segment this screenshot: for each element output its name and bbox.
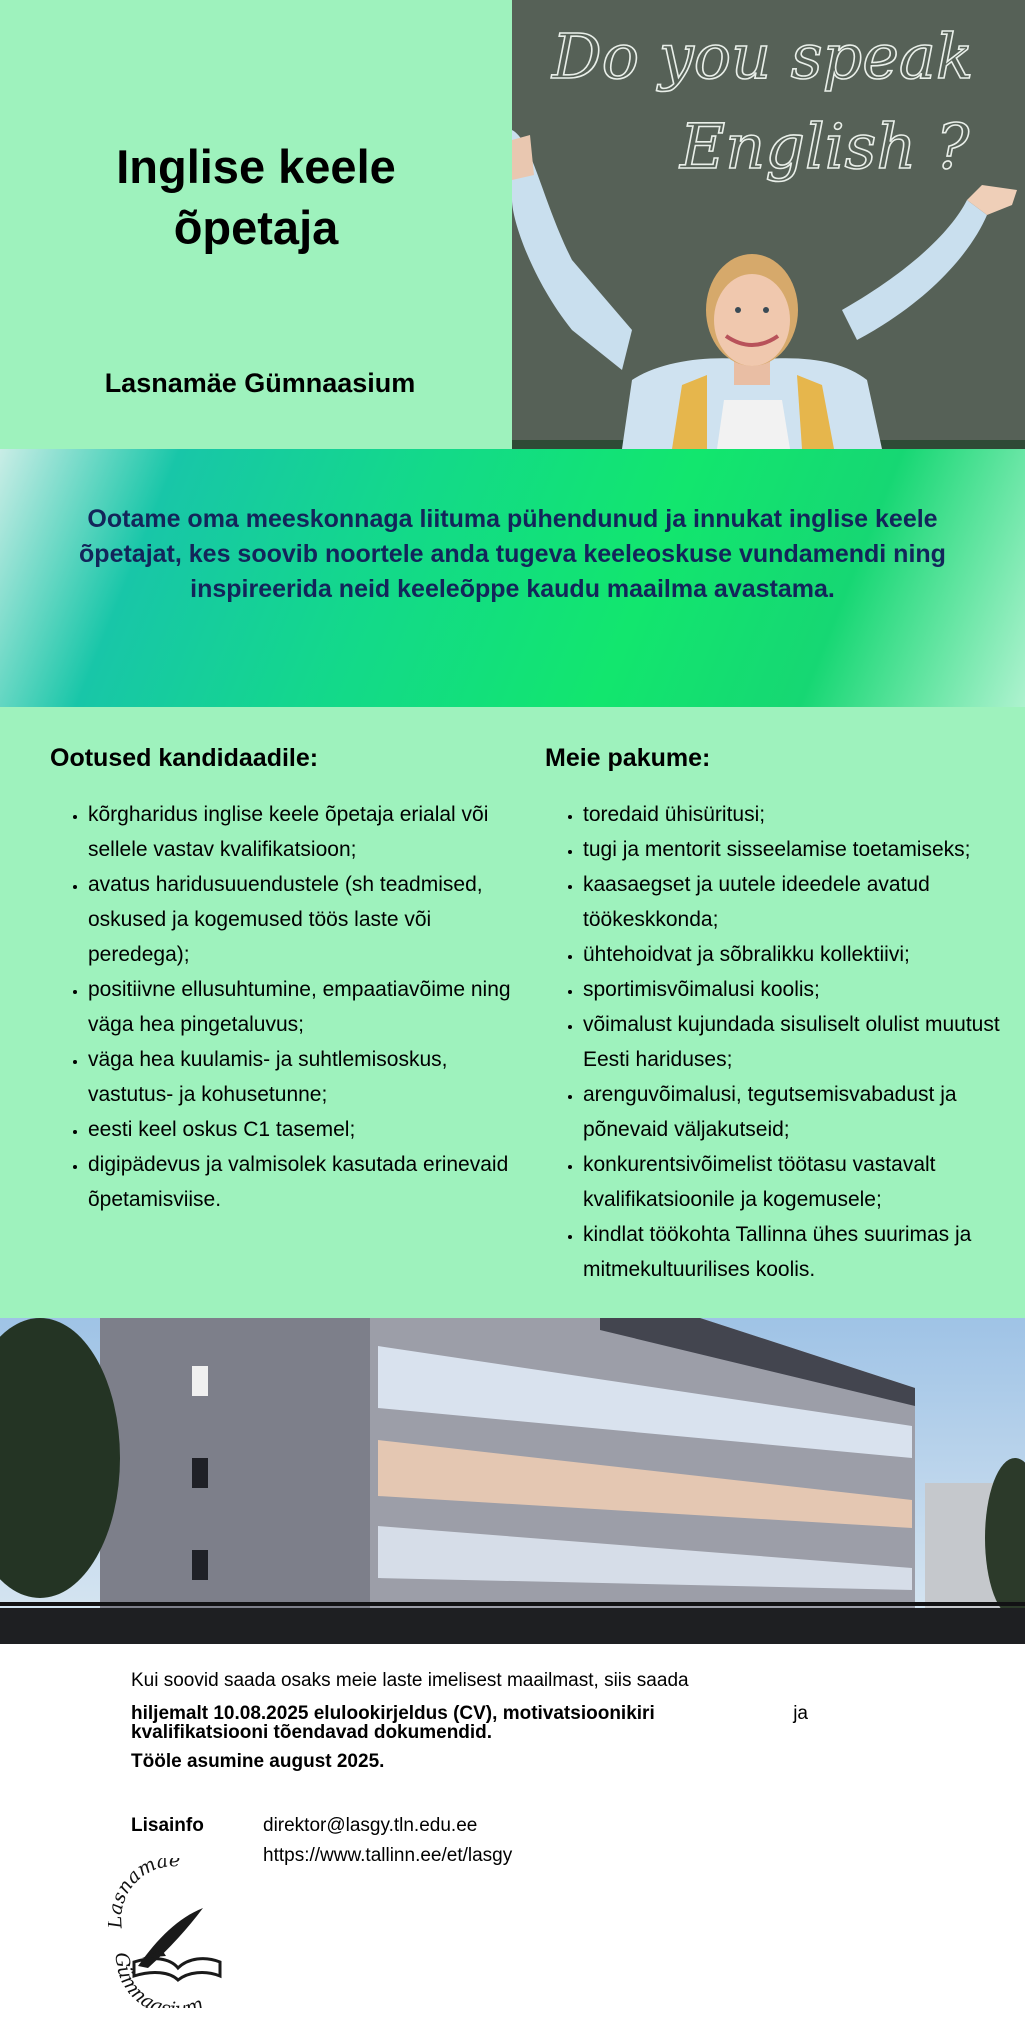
more-info-label: Lisainfo — [131, 1815, 204, 1836]
school-logo — [108, 1858, 240, 2008]
job-title — [0, 136, 512, 258]
chalk-text-line-2: English ? — [680, 110, 970, 183]
logo-top-text: snamäe — [108, 1858, 181, 1907]
list-item: • digipädevus ja valmisolek kasutada erinevaid õpetamisviise. — [88, 1147, 528, 1217]
list-item: • toredaid ühisüritusi; — [583, 797, 1025, 832]
offers-list — [545, 797, 1025, 1287]
contact-email-link[interactable]: direktor@lasgy.tln.edu.ee — [263, 1815, 478, 1836]
documents-required: kvalifikatsiooni tõendavad dokumendid. — [131, 1722, 493, 1743]
instructions-conjunction: ja — [793, 1703, 808, 1724]
list-item: • avatus haridusuuendustele (sh teadmised, oskused ja kogemused töös laste või peredega); — [88, 867, 528, 972]
list-item: • eesti keel oskus C1 tasemel; — [88, 1112, 528, 1147]
list-item: • positiivne ellusuhtumine, empaatiavõime ning väga hea pingetaluvus; — [88, 972, 528, 1042]
start-date: Tööle asumine august 2025. — [131, 1751, 385, 1772]
teacher-photo — [512, 0, 1025, 449]
list-item: • tugi ja mentorit sisseelamise toetamiseks; — [583, 832, 1025, 867]
instructions-line-1: Kui soovid saada osaks meie laste imelisest maailmast, siis saada — [131, 1670, 689, 1691]
list-item: • kaasaegset ja uutele ideedele avatud töökeskkonda; — [583, 867, 1025, 937]
list-item: • kõrgharidus inglise keele õpetaja erialal või sellele vastav kvalifikatsioon; — [88, 797, 528, 867]
job-title-line-2: õpetaja — [173, 201, 339, 254]
school-building-photo — [0, 1318, 1025, 1644]
school-website-link[interactable]: https://www.tallinn.ee/et/lasgy — [263, 1845, 513, 1866]
school-name: Lasnamäe Gümnaasium — [104, 368, 416, 398]
chalk-text-line-1: Do you speak — [552, 20, 974, 93]
svg-text:Lasnamäe — [108, 1858, 180, 1930]
offers-heading: Meie pakume: — [545, 744, 711, 772]
logo-bottom-text: Gümnaa m — [110, 1951, 207, 2008]
deadline-and-documents: hiljemalt 10.08.2025 elulookirjeldus (CV), motivatsioonikiri — [131, 1703, 655, 1724]
expectations-heading: Ootused kandidaadile: — [50, 744, 319, 772]
expectations-list — [50, 797, 528, 1217]
job-title-line-1: Inglise keele — [116, 140, 396, 193]
list-item: • ühtehoidvat ja sõbralikku kollektiivi; — [583, 937, 1025, 972]
list-item: • sportimisvõimalusi koolis; — [583, 972, 1025, 1007]
list-item: • kindlat töökohta Tallinna ühes suurimas ja mitmekultuurilises koolis. — [583, 1217, 1025, 1287]
application-instructions — [131, 1664, 808, 1730]
list-item: • väga hea kuulamis- ja suhtlemisoskus, vastutus- ja kohusetunne; — [88, 1042, 528, 1112]
intro-text: Ootame oma meeskonnaga liituma pühendunud ja innukat inglise keele õpetajat, kes soovib noortele anda tugeva keeleoskuse vundamendi ning inspireerida neid keeleõppe kaudu maailma avastama. — [79, 505, 946, 603]
list-item: • konkurentsivõimelist töötasu vastavalt kvalifikatsioonile ja kogemusele; — [583, 1147, 1025, 1217]
list-item: • võimalust kujundada sisuliselt olulist muutust Eesti hariduses; — [583, 1007, 1025, 1077]
list-item: • arenguvõimalusi, tegutsemisvabadust ja põnevaid väljakutseid; — [583, 1077, 1025, 1147]
